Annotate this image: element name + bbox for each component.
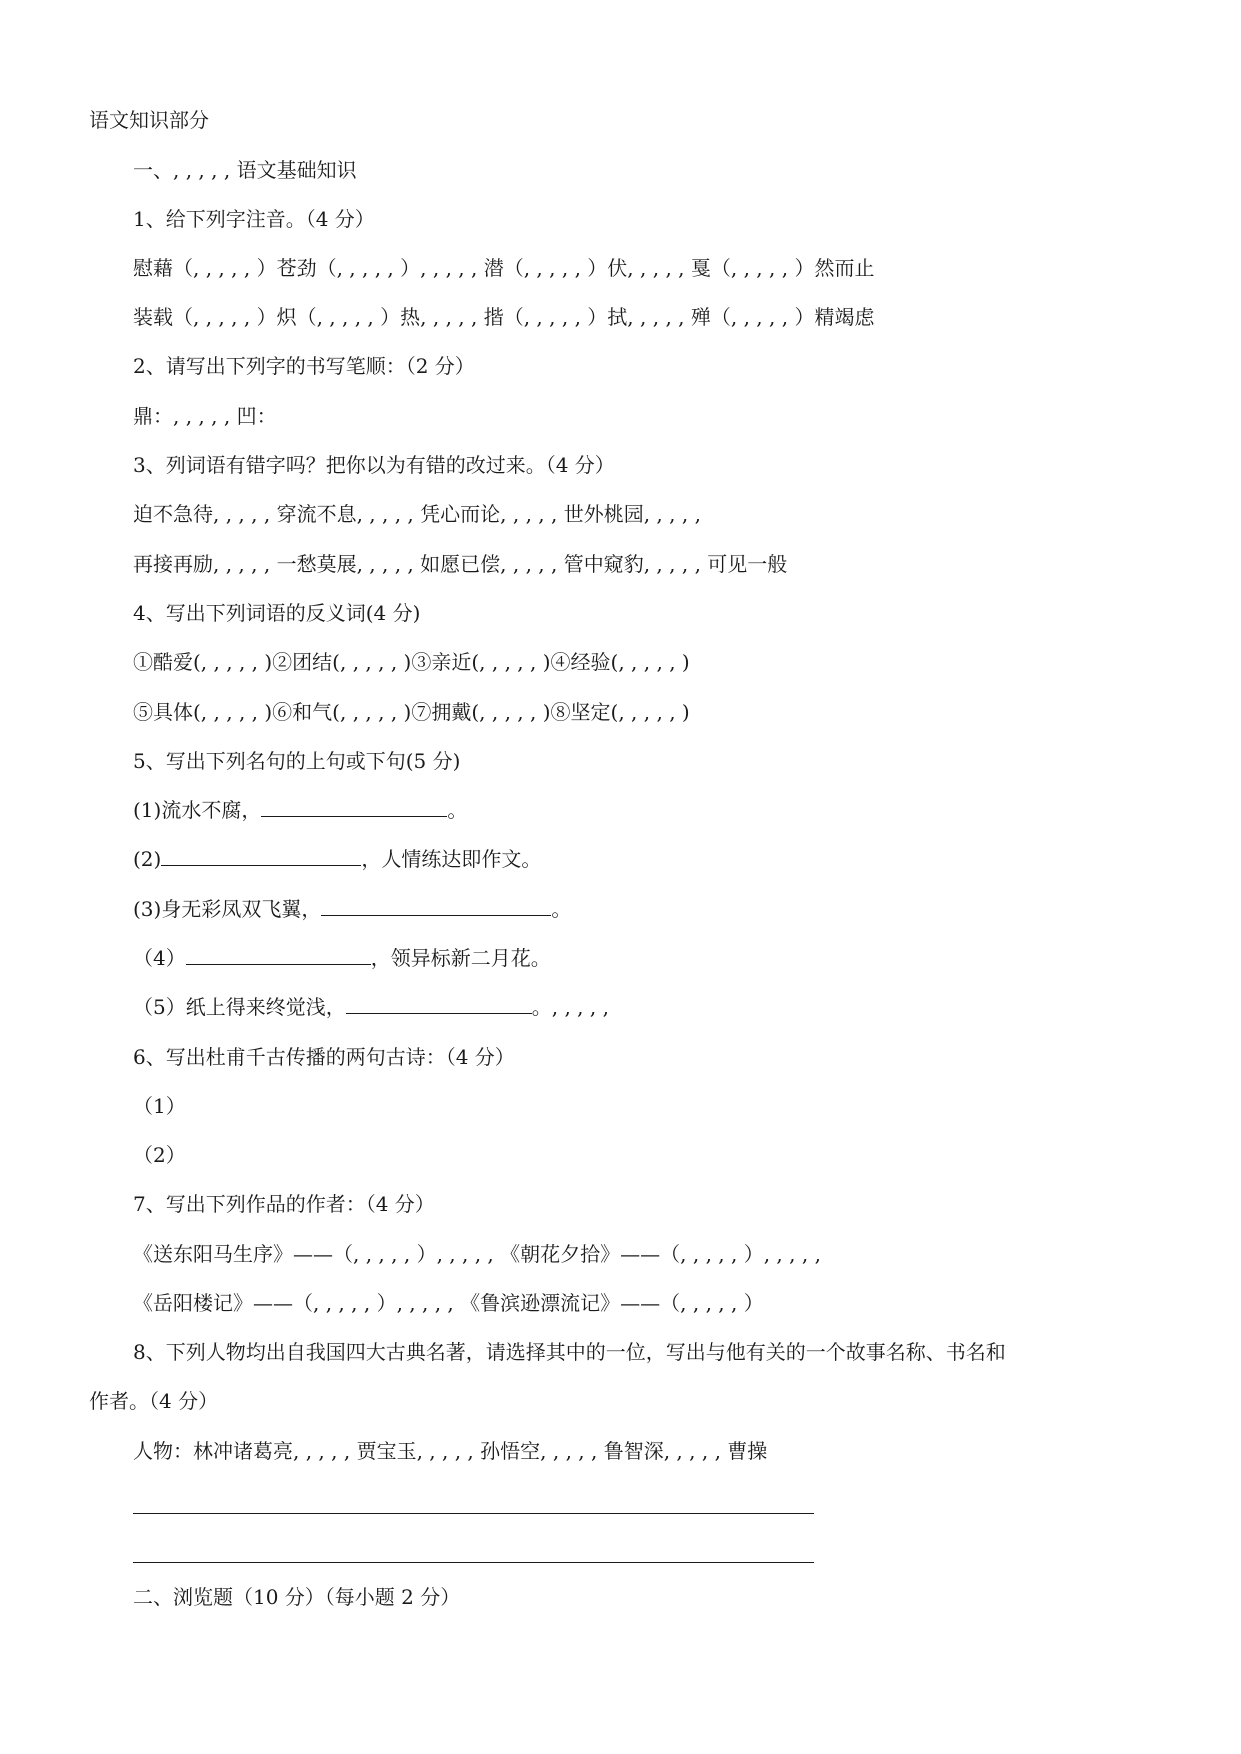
- q5-item3-end: 。: [551, 897, 572, 921]
- answer-line[interactable]: [133, 1513, 814, 1514]
- q6-item1: （1）: [133, 1094, 186, 1118]
- q5-item5: [133, 994, 609, 1020]
- q5-item5-end: 。, , , , ,: [531, 995, 609, 1019]
- q6-prompt: 6、写出杜甫千古传播的两句古诗：（4 分）: [133, 1045, 515, 1069]
- q3-prompt: 3、列词语有错字吗？把你以为有错的改过来。（4 分）: [133, 453, 615, 477]
- answer-blank[interactable]: [161, 847, 361, 866]
- q6-item2: （2）: [133, 1143, 186, 1167]
- q3-row1: 迫不急待, , , , , 穿流不息, , , , , 凭心而论, , , , , 世外桃园, , , , ,: [133, 502, 701, 526]
- q5-prompt: 5、写出下列名句的上句或下句(5 分): [133, 749, 461, 773]
- q2-row1: 鼎：, , , , , 凹：: [133, 404, 277, 428]
- q5-item1-end: 。: [447, 798, 468, 822]
- q1-row1: 慰藉（, , , , , ）苍劲（, , , , , ）, , , , , 潜（, , , , , ）伏, , , , , 戛（, , , , , ）然而止: [133, 256, 875, 280]
- q5-item4-text: （4）: [133, 946, 186, 970]
- q4-prompt: 4、写出下列词语的反义词(4 分): [133, 601, 421, 625]
- q7-row1: 《送东阳马生序》——（, , , , , ）, , , , , 《朝花夕拾》——（, , , , , ）, , , , ,: [133, 1242, 821, 1266]
- page-title: 语文知识部分: [89, 108, 209, 132]
- q5-item4: [133, 945, 551, 971]
- q5-item4-end: ，领异标新二月花。: [370, 946, 551, 970]
- q4-row2: ⑤具体(, , , , , )⑥和气(, , , , , )⑦拥戴(, , , , , )⑧坚定(, , , , , ): [133, 700, 690, 724]
- q5-item5-text: （5）纸上得来终觉浅，: [133, 995, 346, 1019]
- q8-prompt-line2: 作者。（4 分）: [89, 1389, 219, 1413]
- q7-row2: 《岳阳楼记》——（, , , , , ）, , , , , 《鲁滨逊漂流记》——（, , , , , ）: [133, 1291, 764, 1315]
- q5-item2: [133, 846, 541, 872]
- q2-prompt: 2、请写出下列字的书写笔顺：（2 分）: [133, 354, 475, 378]
- q4-row1: ①酷爱(, , , , , )②团结(, , , , , )③亲近(, , , , , )④经验(, , , , , ): [133, 650, 690, 674]
- section2-heading: 二、浏览题（10 分）（每小题 2 分）: [133, 1585, 461, 1609]
- q5-item2-text: (2): [133, 847, 162, 871]
- q8-prompt-line1: 8、下列人物均出自我国四大古典名著，请选择其中的一位，写出与他有关的一个故事名称、书名和: [133, 1340, 1006, 1364]
- answer-blank[interactable]: [346, 995, 532, 1014]
- q5-item1: [133, 797, 467, 823]
- answer-blank[interactable]: [261, 798, 447, 817]
- q3-row2: 再接再励, , , , , 一愁莫展, , , , , 如愿已偿, , , , , 管中窥豹, , , , , 可见一般: [133, 552, 788, 576]
- q5-item2-end: ，人情练达即作文。: [361, 847, 542, 871]
- q5-item3: [133, 896, 571, 922]
- section1-heading: 一、, , , , , 语文基础知识: [133, 158, 357, 182]
- q7-prompt: 7、写出下列作品的作者：（4 分）: [133, 1192, 435, 1216]
- q5-item3-text: (3)身无彩凤双飞翼，: [133, 897, 322, 921]
- q5-item1-text: (1)流水不腐，: [133, 798, 262, 822]
- answer-line[interactable]: [133, 1562, 814, 1563]
- q8-characters: 人物：林冲诸葛亮, , , , , 贾宝玉, , , , , 孙悟空, , , , , 鲁智深, , , , , 曹操: [133, 1439, 768, 1463]
- answer-blank[interactable]: [321, 897, 551, 916]
- q1-row2: 装载（, , , , , ）炽（, , , , , ）热, , , , , 揩（, , , , , ）拭, , , , , 殚（, , , , , ）精竭虑: [133, 305, 875, 329]
- answer-blank[interactable]: [186, 946, 371, 965]
- q1-prompt: 1、给下列字注音。（4 分）: [133, 207, 375, 231]
